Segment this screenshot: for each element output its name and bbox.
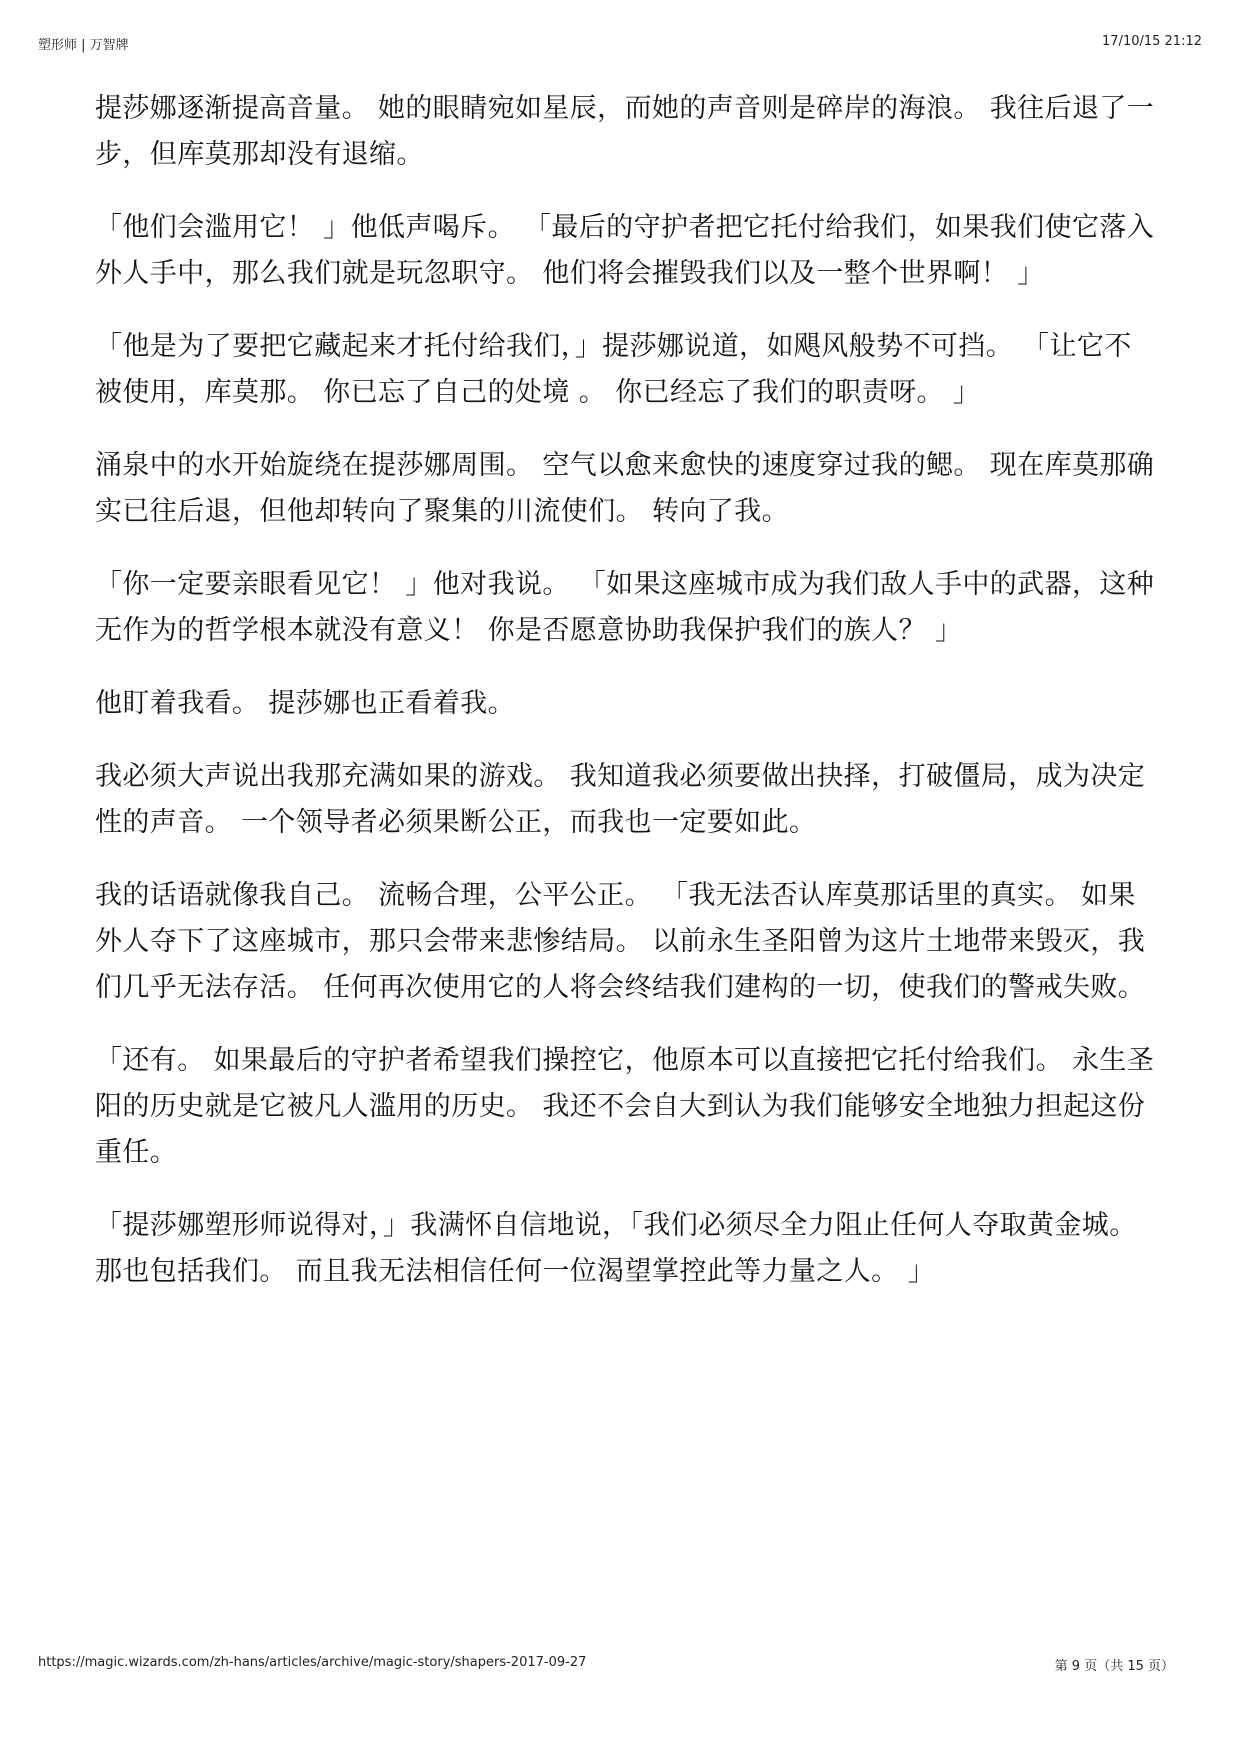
paragraph: 「提莎娜塑形师说得对，」我满怀自信地说，「我们必须尽全力阻止任何人夺取黄金城。 那也包括我们。 而且我无法相信任何一位渴望掌控此等力量之人。 」 bbox=[95, 1210, 1146, 1287]
paragraph: 「他是为了要把它藏起来才托付给我们，」提莎娜说道，如飓风般势不可挡。 「让它不被使用，库莫那。 你已忘了自己的处境 。 你已经忘了我们的职责呀。 」 bbox=[95, 331, 1132, 408]
article-body bbox=[95, 86, 1155, 1322]
paragraph: 「还有。 如果最后的守护者希望我们操控它，他原本可以直接把它托付给我们。 永生圣阳的历史就是它被凡人滥用的历史。 我还不会自大到认为我们能够安全地独力担起这份重任。 bbox=[95, 1045, 1155, 1168]
page-title: 塑形师 | 万智牌 bbox=[38, 38, 129, 53]
paragraph: 涌泉中的水开始旋绕在提莎娜周围。 空气以愈来愈快的速度穿过我的鳃。 现在库莫那确实已往后退，但他却转向了聚集的川流使们。 转向了我。 bbox=[95, 450, 1155, 527]
paragraph: 我的话语就像我自己。 流畅合理，公平公正。 「我无法否认库莫那话里的真实。 如果外人夺下了这座城市，那只会带来悲惨结局。 以前永生圣阳曾为这片土地带来毁灭，我们几乎无法存活。 任何再次使用它的人将会终结我们建构的一切，使我们的警戒失败。 bbox=[95, 880, 1146, 1003]
paragraph: 提莎娜逐渐提高音量。 她的眼睛宛如星辰，而她的声音则是碎岸的海浪。 我往后退了一步，但库莫那却没有退缩。 bbox=[95, 93, 1155, 170]
page-footer bbox=[38, 1655, 1202, 1675]
page-header bbox=[38, 34, 1202, 54]
print-datetime: 17/10/15 21:12 bbox=[1102, 34, 1202, 49]
paragraph: 「他们会滥用它！ 」他低声喝斥。 「最后的守护者把它托付给我们，如果我们使它落入外人手中，那么我们就是玩忽职守。 他们将会摧毁我们以及一整个世界啊！ 」 bbox=[95, 212, 1155, 289]
paragraph: 「你一定要亲眼看见它！ 」他对我说。 「如果这座城市成为我们敌人手中的武器，这种无作为的哲学根本就没有意义！ 你是否愿意协助我保护我们的族人？ 」 bbox=[95, 569, 1155, 646]
paragraph: 他盯着我看。 提莎娜也正看着我。 bbox=[95, 688, 515, 719]
page-number: 第 9 页（共 15 页） bbox=[1054, 1659, 1174, 1674]
source-url: https://magic.wizards.com/zh-hans/articles/archive/magic-story/shapers-2017-09-27 bbox=[38, 1655, 587, 1670]
paragraph: 我必须大声说出我那充满如果的游戏。 我知道我必须要做出抉择，打破僵局，成为决定性的声音。 一个领导者必须果断公正，而我也一定要如此。 bbox=[95, 761, 1146, 838]
